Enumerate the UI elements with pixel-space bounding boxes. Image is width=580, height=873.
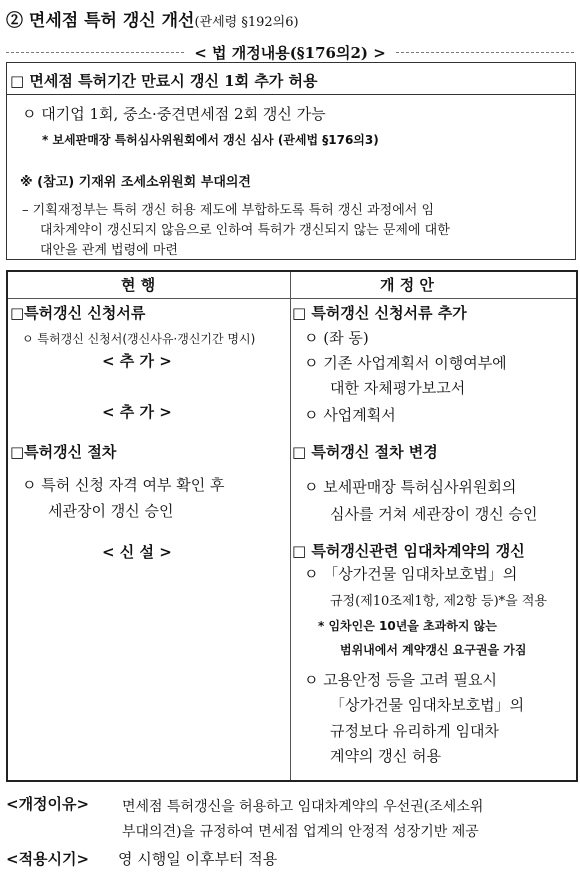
section-law-ref: (관세령 §192의6) xyxy=(194,15,299,30)
law-sub-item: ㅇ 대기업 1회, 중소·중견면세점 2회 갱신 가능 xyxy=(22,105,326,123)
proposed-item: 계약의 갱신 허용 xyxy=(330,747,441,765)
table-column-divider xyxy=(290,272,291,780)
law-note: * 보세판매장 특허심사위원회에서 갱신 심사 (관세법 §176의3) xyxy=(42,133,379,147)
current-item: ㅇ 특허 신청 자격 여부 확인 후 xyxy=(22,476,225,494)
reason-text: 부대의견)을 규정하여 면세점 업계의 안정적 성장기반 제공 xyxy=(122,824,479,840)
current-item: 세관장이 갱신 승인 xyxy=(48,502,174,520)
current-add-placeholder: < 추 가 > xyxy=(102,352,172,370)
law-change-header-text: < 법 개정내용(§176의2) > xyxy=(186,44,394,62)
proposed-item: ㅇ 「상가건물 임대차보호법」의 xyxy=(304,565,518,583)
law-ref-title: ※ (참고) 기재위 조세소위원회 부대의견 xyxy=(20,175,251,190)
apply-text: 영 시행일 이후부터 적용 xyxy=(118,850,278,868)
proposed-item: ㅇ 보세판매장 특허심사위원회의 xyxy=(304,478,517,496)
column-header-proposed: 개 정 안 xyxy=(380,276,434,294)
proposed-item: 규정(제10조제1항, 제2항 등)*을 적용 xyxy=(330,594,547,609)
column-header-current: 현 행 xyxy=(121,276,156,294)
proposed-item: 「상가건물 임대차보호법」의 xyxy=(330,696,525,714)
proposed-heading: □ 특허갱신관련 임대차계약의 갱신 xyxy=(292,542,525,560)
current-new-placeholder: < 신 설 > xyxy=(102,543,172,561)
proposed-item: 규정보다 유리하게 임대차 xyxy=(330,722,499,740)
proposed-item: 심사를 거쳐 세관장이 갱신 승인 xyxy=(330,505,538,523)
proposed-item: ㅇ (좌 동) xyxy=(304,329,369,347)
table-header-divider xyxy=(8,298,576,299)
proposed-note: 범위내에서 계약갱신 요구권을 가짐 xyxy=(340,643,527,657)
law-ref-line: 대차계약이 갱신되지 않음으로 인하여 특허가 갱신되지 않는 문제에 대한 xyxy=(40,223,450,238)
proposed-item: ㅇ 고용안정 등을 고려 필요시 xyxy=(304,671,497,689)
law-ref-line: – 기획재정부는 특허 갱신 허용 제도에 부합하도록 특허 갱신 과정에서 임 xyxy=(22,203,435,218)
current-add-placeholder: < 추 가 > xyxy=(102,403,172,421)
reason-label: <개정이유> xyxy=(6,795,90,813)
proposed-heading: □ 특허갱신 신청서류 추가 xyxy=(292,304,467,322)
proposed-item: 대한 자체평가보고서 xyxy=(330,379,466,397)
reason-text: 면세점 특허갱신을 허용하고 임대차계약의 우선권(조세소위 xyxy=(122,799,484,815)
proposed-item: ㅇ 사업계획서 xyxy=(304,406,396,424)
current-item: ㅇ 특허갱신 신청서(갱신사유·갱신기간 명시) xyxy=(22,332,256,346)
current-heading: □특허갱신 신청서류 xyxy=(10,304,146,322)
law-main-rule xyxy=(6,94,576,95)
proposed-item: ㅇ 기존 사업계획서 이행여부에 xyxy=(304,354,507,372)
law-ref-line: 대안을 관계 법령에 마련 xyxy=(40,243,178,258)
law-main-item: □ 면세점 특허기간 만료시 갱신 1회 추가 허용 xyxy=(10,72,318,90)
proposed-note: * 임차인은 10년을 초과하지 않는 xyxy=(318,619,497,633)
apply-label: <적용시기> xyxy=(6,850,90,868)
proposed-heading: □ 특허갱신 절차 변경 xyxy=(292,443,438,461)
law-change-header xyxy=(0,42,580,63)
section-title-text: ② 면세점 특허 갱신 개선 xyxy=(6,11,195,31)
current-heading: □특허갱신 절차 xyxy=(10,443,117,461)
section-title xyxy=(6,6,299,31)
